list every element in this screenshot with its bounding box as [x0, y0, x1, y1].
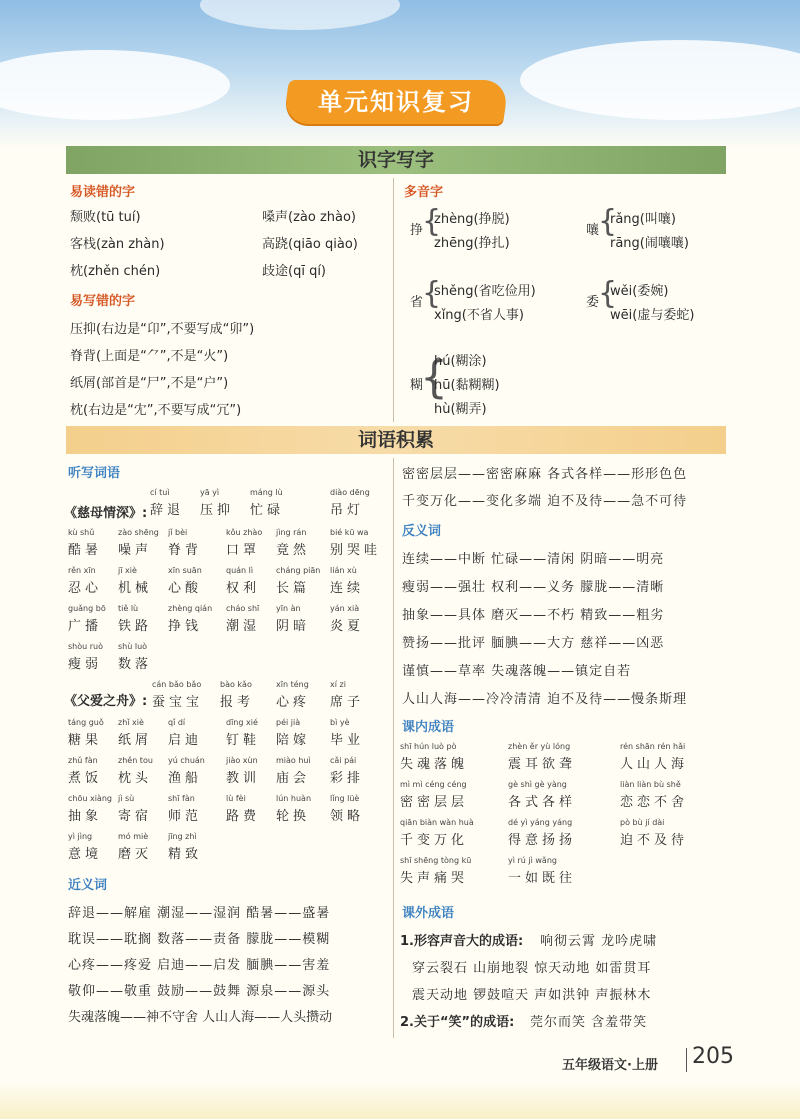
dictation-word: 长篇	[276, 581, 311, 596]
dictation-word: 席子	[330, 695, 365, 710]
pinyin-label: zhǔ fàn	[68, 756, 98, 765]
dictation-word: 意境	[68, 847, 103, 862]
dictation-word: 挣钱	[168, 619, 203, 634]
polyphonic-reading: wēi(虚与委蛇)	[610, 308, 695, 323]
polyphonic-heading: 多音字	[404, 185, 444, 200]
dictation-word: 噪声	[118, 543, 153, 558]
pinyin-label: zhèn ěr yù lóng	[508, 742, 571, 751]
miswrite-item: 纸屑(部首是“尸”,不是“户”)	[70, 376, 229, 391]
polyphonic-reading: zhèng(挣脱)	[434, 212, 510, 227]
dictation-word: 渔船	[168, 771, 203, 786]
antonym-line: 赞扬——批评 腼腆——大方 慈祥——凶恶	[402, 636, 665, 651]
pinyin-label: zhǐ xiè	[118, 718, 144, 727]
dictation-word: 枕头	[118, 771, 153, 786]
column-divider	[393, 178, 394, 422]
antonym-line: 人山人海——冷冷清清 迫不及待——慢条斯理	[402, 692, 688, 707]
polyphonic-char: 委	[586, 295, 600, 310]
dictation-word: 数落	[118, 657, 153, 672]
pinyin-label: chōu xiàng	[68, 794, 112, 803]
pinyin-label: yú chuán	[168, 756, 205, 765]
dictation-word: 轮换	[276, 809, 311, 824]
antonym-line: 抽象——具体 磨灭——不朽 精致——粗劣	[402, 608, 665, 623]
page-title: 单元知识复习	[318, 88, 474, 116]
dictation-word: 师范	[168, 809, 203, 824]
pinyin-label: liàn liàn bù shě	[620, 780, 681, 789]
pinyin-label: gè shì gè yàng	[508, 780, 567, 789]
miswrite-heading: 易写错的字	[70, 294, 136, 309]
idiom-word: 失声痛哭	[400, 871, 469, 886]
synonym-line: 心疼——疼爱 启迪——启发 腼腆——害羞	[68, 958, 331, 973]
polyphonic-reading: hū(黏糊糊)	[434, 378, 500, 393]
idiom-word: 得意扬扬	[508, 833, 577, 848]
synonym-line: 辞退——解雇 潮湿——湿润 酷暑——盛暑	[68, 906, 331, 921]
pinyin-label: jīng zhì	[168, 832, 197, 841]
synonyms-heading: 近义词	[68, 878, 108, 893]
footer-band	[0, 1082, 800, 1119]
pinyin-label: dīng xié	[226, 718, 258, 727]
dictation-word: 忍心	[68, 581, 103, 596]
idiom-word: 人山人海	[620, 757, 689, 772]
pinyin-label: shòu ruò	[68, 642, 103, 651]
pinyin-label: mì mì céng céng	[400, 780, 467, 789]
pinyin-label: qǐ dí	[168, 718, 186, 727]
misread-item: 客栈(zàn zhàn)	[70, 237, 165, 252]
pinyin-label: cán bǎo bǎo	[152, 680, 202, 689]
pinyin-label: cháng piān	[276, 566, 321, 575]
pinyin-label: lián xù	[330, 566, 357, 575]
section-vocab-title: 词语积累	[66, 426, 726, 454]
dictation-word: 纸屑	[118, 733, 153, 748]
idioms-out-heading: 课外成语	[402, 906, 455, 921]
pinyin-label: tiě lù	[118, 604, 139, 613]
cloud	[520, 40, 800, 120]
lesson-title: 《慈母情深》:	[64, 506, 148, 521]
dictation-word: 瘦弱	[68, 657, 103, 672]
brace-icon: {	[598, 204, 618, 239]
pinyin-label: diào dēng	[330, 488, 370, 497]
dictation-word: 酷暑	[68, 543, 103, 558]
idiom-word: 震耳欲聋	[508, 757, 577, 772]
miswrite-item: 脊背(上面是“⺈”,不是“火”)	[70, 349, 229, 364]
dictation-word: 吊灯	[330, 503, 365, 518]
pinyin-label: zào shēng	[118, 528, 159, 537]
pinyin-label: jǐ bèi	[168, 528, 188, 537]
misread-item: 高跷(qiāo qiào)	[262, 237, 358, 252]
miswrite-item: 枕(右边是“冘”,不要写成“冗”)	[70, 403, 242, 418]
pinyin-label: jiào xùn	[226, 756, 258, 765]
pinyin-label: máng lù	[250, 488, 283, 497]
pinyin-label: miào huì	[276, 756, 311, 765]
polyphonic-reading: rāng(闹嚷嚷)	[610, 236, 689, 251]
dictation-word: 忙碌	[250, 503, 285, 518]
book-title: 五年级语文·上册	[562, 1058, 658, 1073]
dictation-word: 寄宿	[118, 809, 153, 824]
dictation-word: 精致	[168, 847, 203, 862]
dictation-word: 心酸	[168, 581, 203, 596]
dictation-word: 毕业	[330, 733, 365, 748]
dictation-word: 机械	[118, 581, 153, 596]
pinyin-label: dé yì yáng yáng	[508, 818, 573, 827]
polyphonic-char: 省	[410, 295, 424, 310]
pinyin-label: bào kǎo	[220, 680, 252, 689]
dictation-word: 磨灭	[118, 847, 153, 862]
pinyin-label: qiān biàn wàn huà	[400, 818, 474, 827]
brace-icon: {	[422, 276, 442, 311]
pinyin-label: guǎng bō	[68, 604, 106, 613]
polyphonic-reading: shěng(省吃俭用)	[434, 284, 536, 299]
pinyin-label: xí zi	[330, 680, 346, 689]
dictation-word: 连续	[330, 581, 365, 596]
dictation-word: 煮饭	[68, 771, 103, 786]
pinyin-label: rěn xīn	[68, 566, 96, 575]
dictation-word: 心疼	[276, 695, 311, 710]
pinyin-label: shī hún luò pò	[400, 742, 457, 751]
idiom-word: 一如既往	[508, 871, 577, 886]
pinyin-label: kù shǔ	[68, 528, 95, 537]
idiom-line: 穿云裂石 山崩地裂 惊天动地 如雷贯耳	[412, 961, 652, 976]
dictation-word: 教训	[226, 771, 261, 786]
pinyin-label: táng guǒ	[68, 718, 104, 727]
dictation-word: 脊背	[168, 543, 203, 558]
pinyin-label: lún huàn	[276, 794, 312, 803]
misread-item: 嗓声(zào zhào)	[262, 210, 357, 225]
pinyin-label: xīn suān	[168, 566, 202, 575]
dictation-word: 陪嫁	[276, 733, 311, 748]
pinyin-label: bié kū wa	[330, 528, 369, 537]
misread-heading: 易读错的字	[70, 185, 136, 200]
pinyin-label: pò bù jí dài	[620, 818, 665, 827]
section-literacy-title: 识字写字	[66, 146, 726, 174]
idioms-in-heading: 课内成语	[402, 720, 455, 735]
polyphonic-reading: rǎng(叫嚷)	[610, 212, 676, 227]
dictation-word: 阴暗	[276, 619, 311, 634]
dictation-heading: 听写词语	[68, 466, 121, 481]
polyphonic-reading: wěi(委婉)	[610, 284, 669, 299]
idiom-word: 密密层层	[400, 795, 469, 810]
pinyin-label: lù fèi	[226, 794, 246, 803]
misread-item: 枕(zhěn chén)	[70, 264, 161, 279]
pinyin-label: jī xiè	[118, 566, 137, 575]
pinyin-label: cháo shī	[226, 604, 260, 613]
brace-icon: {	[598, 276, 618, 311]
pinyin-label: jìng rán	[276, 528, 307, 537]
synonym-line: 敬仰——敬重 鼓励——鼓舞 源泉——源头	[68, 984, 331, 999]
dictation-word: 彩排	[330, 771, 365, 786]
antonym-line: 连续——中断 忙碌——清闲 阴暗——明亮	[402, 552, 665, 567]
dictation-word: 路费	[226, 809, 261, 824]
pinyin-label: zhèng qián	[168, 604, 213, 613]
dictation-word: 口罩	[226, 543, 261, 558]
idiom-category-label: 1.形容声音大的成语:	[400, 934, 524, 949]
polyphonic-char: 挣	[410, 223, 424, 238]
pinyin-label: shī shēng tòng kū	[400, 856, 472, 865]
pinyin-label: cǎi pái	[330, 756, 357, 765]
synonym-line: 千变万化——变化多端 迫不及待——急不可待	[402, 494, 688, 509]
idiom-line: 莞尔而笑 含羞带笑	[530, 1015, 648, 1030]
pinyin-label: cí tuì	[150, 488, 170, 497]
pinyin-label: kǒu zhào	[226, 528, 263, 537]
idiom-word: 各式各样	[508, 795, 577, 810]
antonym-line: 瘦弱——强壮 权利——义务 朦胧——清晰	[402, 580, 665, 595]
antonyms-heading: 反义词	[402, 524, 442, 539]
pinyin-label: lǐng lüè	[330, 794, 360, 803]
dictation-word: 领略	[330, 809, 365, 824]
polyphonic-reading: hú(糊涂)	[434, 354, 487, 369]
pinyin-label: xīn téng	[276, 680, 309, 689]
pinyin-label: shù luò	[118, 642, 148, 651]
misread-item: 歧途(qī qí)	[262, 264, 327, 279]
polyphonic-char: 糊	[410, 378, 424, 393]
dictation-word: 炎夏	[330, 619, 365, 634]
pinyin-label: zhěn tou	[118, 756, 153, 765]
pinyin-label: yīn àn	[276, 604, 301, 613]
lesson-title: 《父爱之舟》:	[64, 694, 148, 709]
column-divider	[393, 458, 394, 1038]
idiom-word: 恋恋不舍	[620, 795, 689, 810]
dictation-word: 钉鞋	[226, 733, 261, 748]
pinyin-label: quán lì	[226, 566, 254, 575]
polyphonic-reading: xǐng(不省人事)	[434, 308, 524, 323]
pinyin-label: jì sù	[118, 794, 135, 803]
dictation-word: 蚕宝宝	[152, 695, 204, 710]
cloud	[0, 50, 230, 120]
idiom-word: 千变万化	[400, 833, 469, 848]
miswrite-item: 压抑(右边是“卬”,不要写成“卯”)	[70, 322, 255, 337]
pinyin-label: shī fàn	[168, 794, 195, 803]
idiom-word: 失魂落魄	[400, 757, 469, 772]
idiom-category-label: 2.关于“笑”的成语:	[400, 1015, 515, 1030]
pinyin-label: yán xià	[330, 604, 360, 613]
pinyin-label: péi jià	[276, 718, 301, 727]
page-number: 205	[692, 1044, 734, 1069]
footer-divider	[686, 1048, 687, 1072]
polyphonic-reading: zhēng(挣扎)	[434, 236, 510, 251]
dictation-word: 抽象	[68, 809, 103, 824]
dictation-word: 竟然	[276, 543, 311, 558]
brace-icon: {	[422, 204, 442, 239]
polyphonic-reading: hù(糊弄)	[434, 402, 487, 417]
brace-icon: {	[420, 352, 448, 403]
sky-background	[0, 0, 800, 150]
pinyin-label: yì rú jì wǎng	[508, 856, 557, 865]
idiom-word: 迫不及待	[620, 833, 689, 848]
pinyin-label: yā yì	[200, 488, 220, 497]
dictation-word: 辞退	[150, 503, 185, 518]
dictation-word: 铁路	[118, 619, 153, 634]
idiom-line: 震天动地 锣鼓喧天 声如洪钟 声振林木	[412, 988, 652, 1003]
cloud	[200, 0, 400, 30]
misread-item: 颓败(tū tuí)	[70, 210, 141, 225]
dictation-word: 报考	[220, 695, 255, 710]
pinyin-label: yì jìng	[68, 832, 93, 841]
pinyin-label: rén shān rén hǎi	[620, 742, 686, 751]
dictation-word: 别哭哇	[330, 543, 382, 558]
pinyin-label: mó miè	[118, 832, 149, 841]
dictation-word: 启迪	[168, 733, 203, 748]
dictation-word: 庙会	[276, 771, 311, 786]
antonym-line: 谨慎——草率 失魂落魄——镇定自若	[402, 664, 632, 679]
pinyin-label: bì yè	[330, 718, 350, 727]
dictation-word: 潮湿	[226, 619, 261, 634]
dictation-word: 权利	[226, 581, 261, 596]
synonym-line: 密密层层——密密麻麻 各式各样——形形色色	[402, 467, 688, 482]
dictation-word: 广播	[68, 619, 103, 634]
synonym-line: 耽误——耽搁 数落——责备 朦胧——模糊	[68, 932, 331, 947]
idiom-line: 响彻云霄 龙吟虎啸	[540, 934, 658, 949]
dictation-word: 压抑	[200, 503, 235, 518]
polyphonic-char: 嚷	[586, 223, 600, 238]
synonym-line: 失魂落魄——神不守舍 人山人海——人头攒动	[68, 1010, 333, 1025]
dictation-word: 糖果	[68, 733, 103, 748]
